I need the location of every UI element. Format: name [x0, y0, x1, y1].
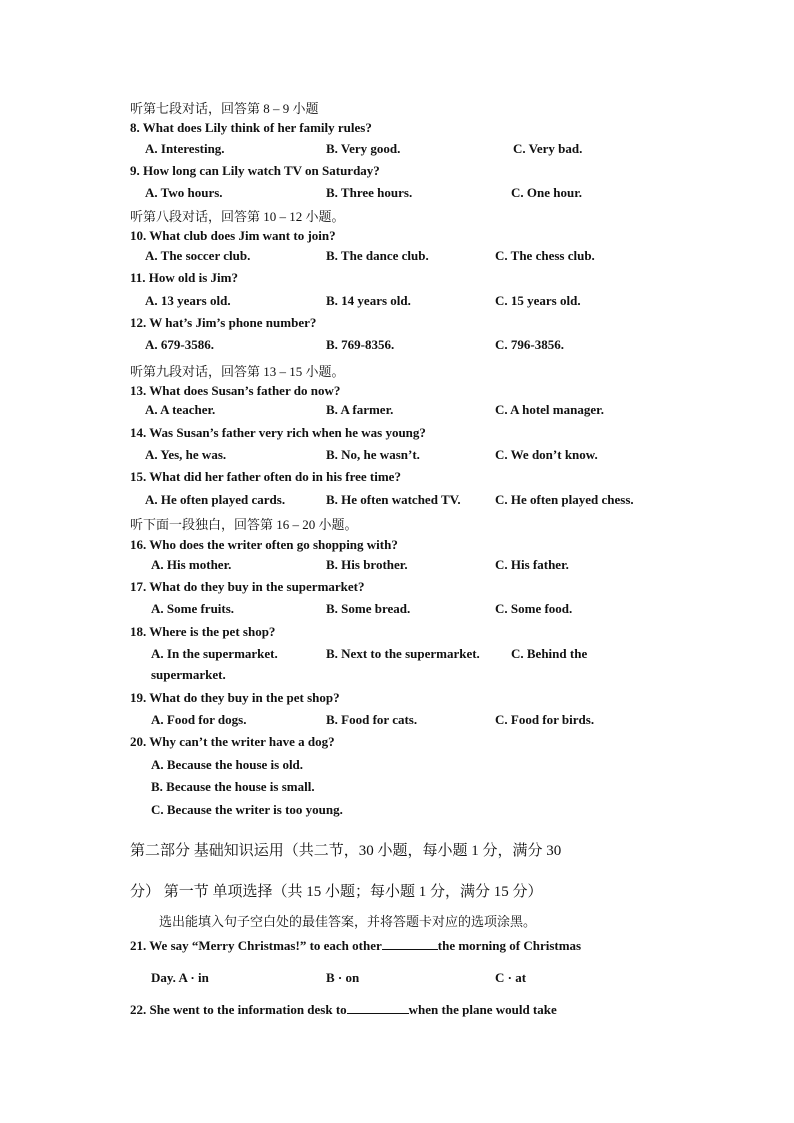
q14-option-a: A. Yes, he was.	[145, 447, 227, 462]
q14-option-b: B. No, he wasn’t.	[326, 447, 420, 462]
question-18: 18. Where is the pet shop?	[130, 624, 276, 639]
section-8-header: 听第八段对话，回答第 10 – 12 小题。	[130, 209, 345, 224]
section-9-header: 听第九段对话，回答第 13 – 15 小题。	[130, 364, 345, 379]
q21-option-c: C · at	[495, 970, 527, 985]
question-8: 8. What does Lily think of her family rules?	[130, 120, 372, 135]
q15-option-c: C. He often played chess.	[495, 492, 634, 507]
part2-title-line2: 分） 第一节 单项选择（共 15 小题；每小题 1 分，满分 15 分）	[130, 884, 543, 900]
q8-option-b: B. Very good.	[326, 141, 401, 156]
q16-option-a: A. His mother.	[151, 557, 232, 572]
q21-option-a: Day. A · in	[151, 970, 209, 985]
question-20: 20. Why can’t the writer have a dog?	[130, 734, 335, 749]
q18-option-c: C. Behind the	[511, 646, 588, 661]
q10-option-a: A. The soccer club.	[145, 248, 251, 263]
q22-text-before: 22. She went to the information desk to	[130, 1002, 347, 1017]
q20-option-b: B. Because the house is small.	[151, 779, 315, 794]
q13-option-a: A. A teacher.	[145, 402, 216, 417]
q13-option-c: C. A hotel manager.	[495, 402, 604, 417]
q18-option-b: B. Next to the supermarket.	[326, 646, 480, 661]
part2-instruction: 选出能填入句子空白处的最佳答案，并将答题卡对应的选项涂黑。	[159, 914, 537, 929]
q9-option-a: A. Two hours.	[145, 185, 223, 200]
q17-option-c: C. Some food.	[495, 601, 573, 616]
question-15: 15. What did her father often do in his free time?	[130, 469, 401, 484]
q16-option-b: B. His brother.	[326, 557, 408, 572]
question-14: 14. Was Susan’s father very rich when he was young?	[130, 425, 426, 440]
q21-text-after: the morning of Christmas	[437, 938, 582, 953]
q8-option-c: C. Very bad.	[513, 141, 583, 156]
q8-option-a: A. Interesting.	[145, 141, 225, 156]
q21-blank	[382, 938, 438, 950]
q14-option-c: C. We don’t know.	[495, 447, 598, 462]
q11-option-c: C. 15 years old.	[495, 293, 581, 308]
q17-option-b: B. Some bread.	[326, 601, 411, 616]
q10-option-c: C. The chess club.	[495, 248, 595, 263]
q16-option-c: C. His father.	[495, 557, 569, 572]
question-11: 11. How old is Jim?	[130, 270, 238, 285]
q12-option-b: B. 769-8356.	[326, 337, 395, 352]
q20-option-c: C. Because the writer is too young.	[151, 802, 343, 817]
q20-option-a: A. Because the house is old.	[151, 757, 304, 772]
q15-option-a: A. He often played cards.	[145, 492, 286, 507]
q21-text-before: 21. We say “Merry Christmas!” to each other	[130, 938, 382, 953]
q19-option-a: A. Food for dogs.	[151, 712, 247, 727]
q17-option-a: A. Some fruits.	[151, 601, 235, 616]
q9-option-b: B. Three hours.	[326, 185, 413, 200]
question-13: 13. What does Susan’s father do now?	[130, 383, 341, 398]
question-9: 9. How long can Lily watch TV on Saturday?	[130, 163, 380, 178]
q11-option-b: B. 14 years old.	[326, 293, 411, 308]
section-7-header: 听第七段对话，回答第 8 – 9 小题	[130, 101, 319, 116]
question-16: 16. Who does the writer often go shopping with?	[130, 537, 398, 552]
part2-title-line1: 第二部分 基础知识运用（共二节，30 小题，每小题 1 分，满分 30	[130, 843, 562, 859]
q9-option-c: C. One hour.	[511, 185, 583, 200]
q12-option-a: A. 679-3586.	[145, 337, 214, 352]
q19-option-c: C. Food for birds.	[495, 712, 595, 727]
q15-option-b: B. He often watched TV.	[326, 492, 461, 507]
monologue-header: 听下面一段独白，回答第 16 – 20 小题。	[130, 517, 358, 532]
question-12: 12. W hat’s Jim’s phone number?	[130, 315, 317, 330]
question-10: 10. What club does Jim want to join?	[130, 228, 336, 243]
q21-option-b: B · on	[326, 970, 360, 985]
question-17: 17. What do they buy in the supermarket?	[130, 579, 365, 594]
q10-option-b: B. The dance club.	[326, 248, 429, 263]
q22-text-after: when the plane would take	[408, 1002, 557, 1017]
q11-option-a: A. 13 years old.	[145, 293, 231, 308]
question-21	[130, 938, 581, 954]
question-22	[130, 1002, 557, 1018]
q18-option-c-continued: supermarket.	[151, 667, 226, 682]
q19-option-b: B. Food for cats.	[326, 712, 418, 727]
q18-option-a: A. In the supermarket.	[151, 646, 278, 661]
q13-option-b: B. A farmer.	[326, 402, 394, 417]
question-19: 19. What do they buy in the pet shop?	[130, 690, 340, 705]
q22-blank	[347, 1002, 409, 1014]
q12-option-c: C. 796-3856.	[495, 337, 564, 352]
